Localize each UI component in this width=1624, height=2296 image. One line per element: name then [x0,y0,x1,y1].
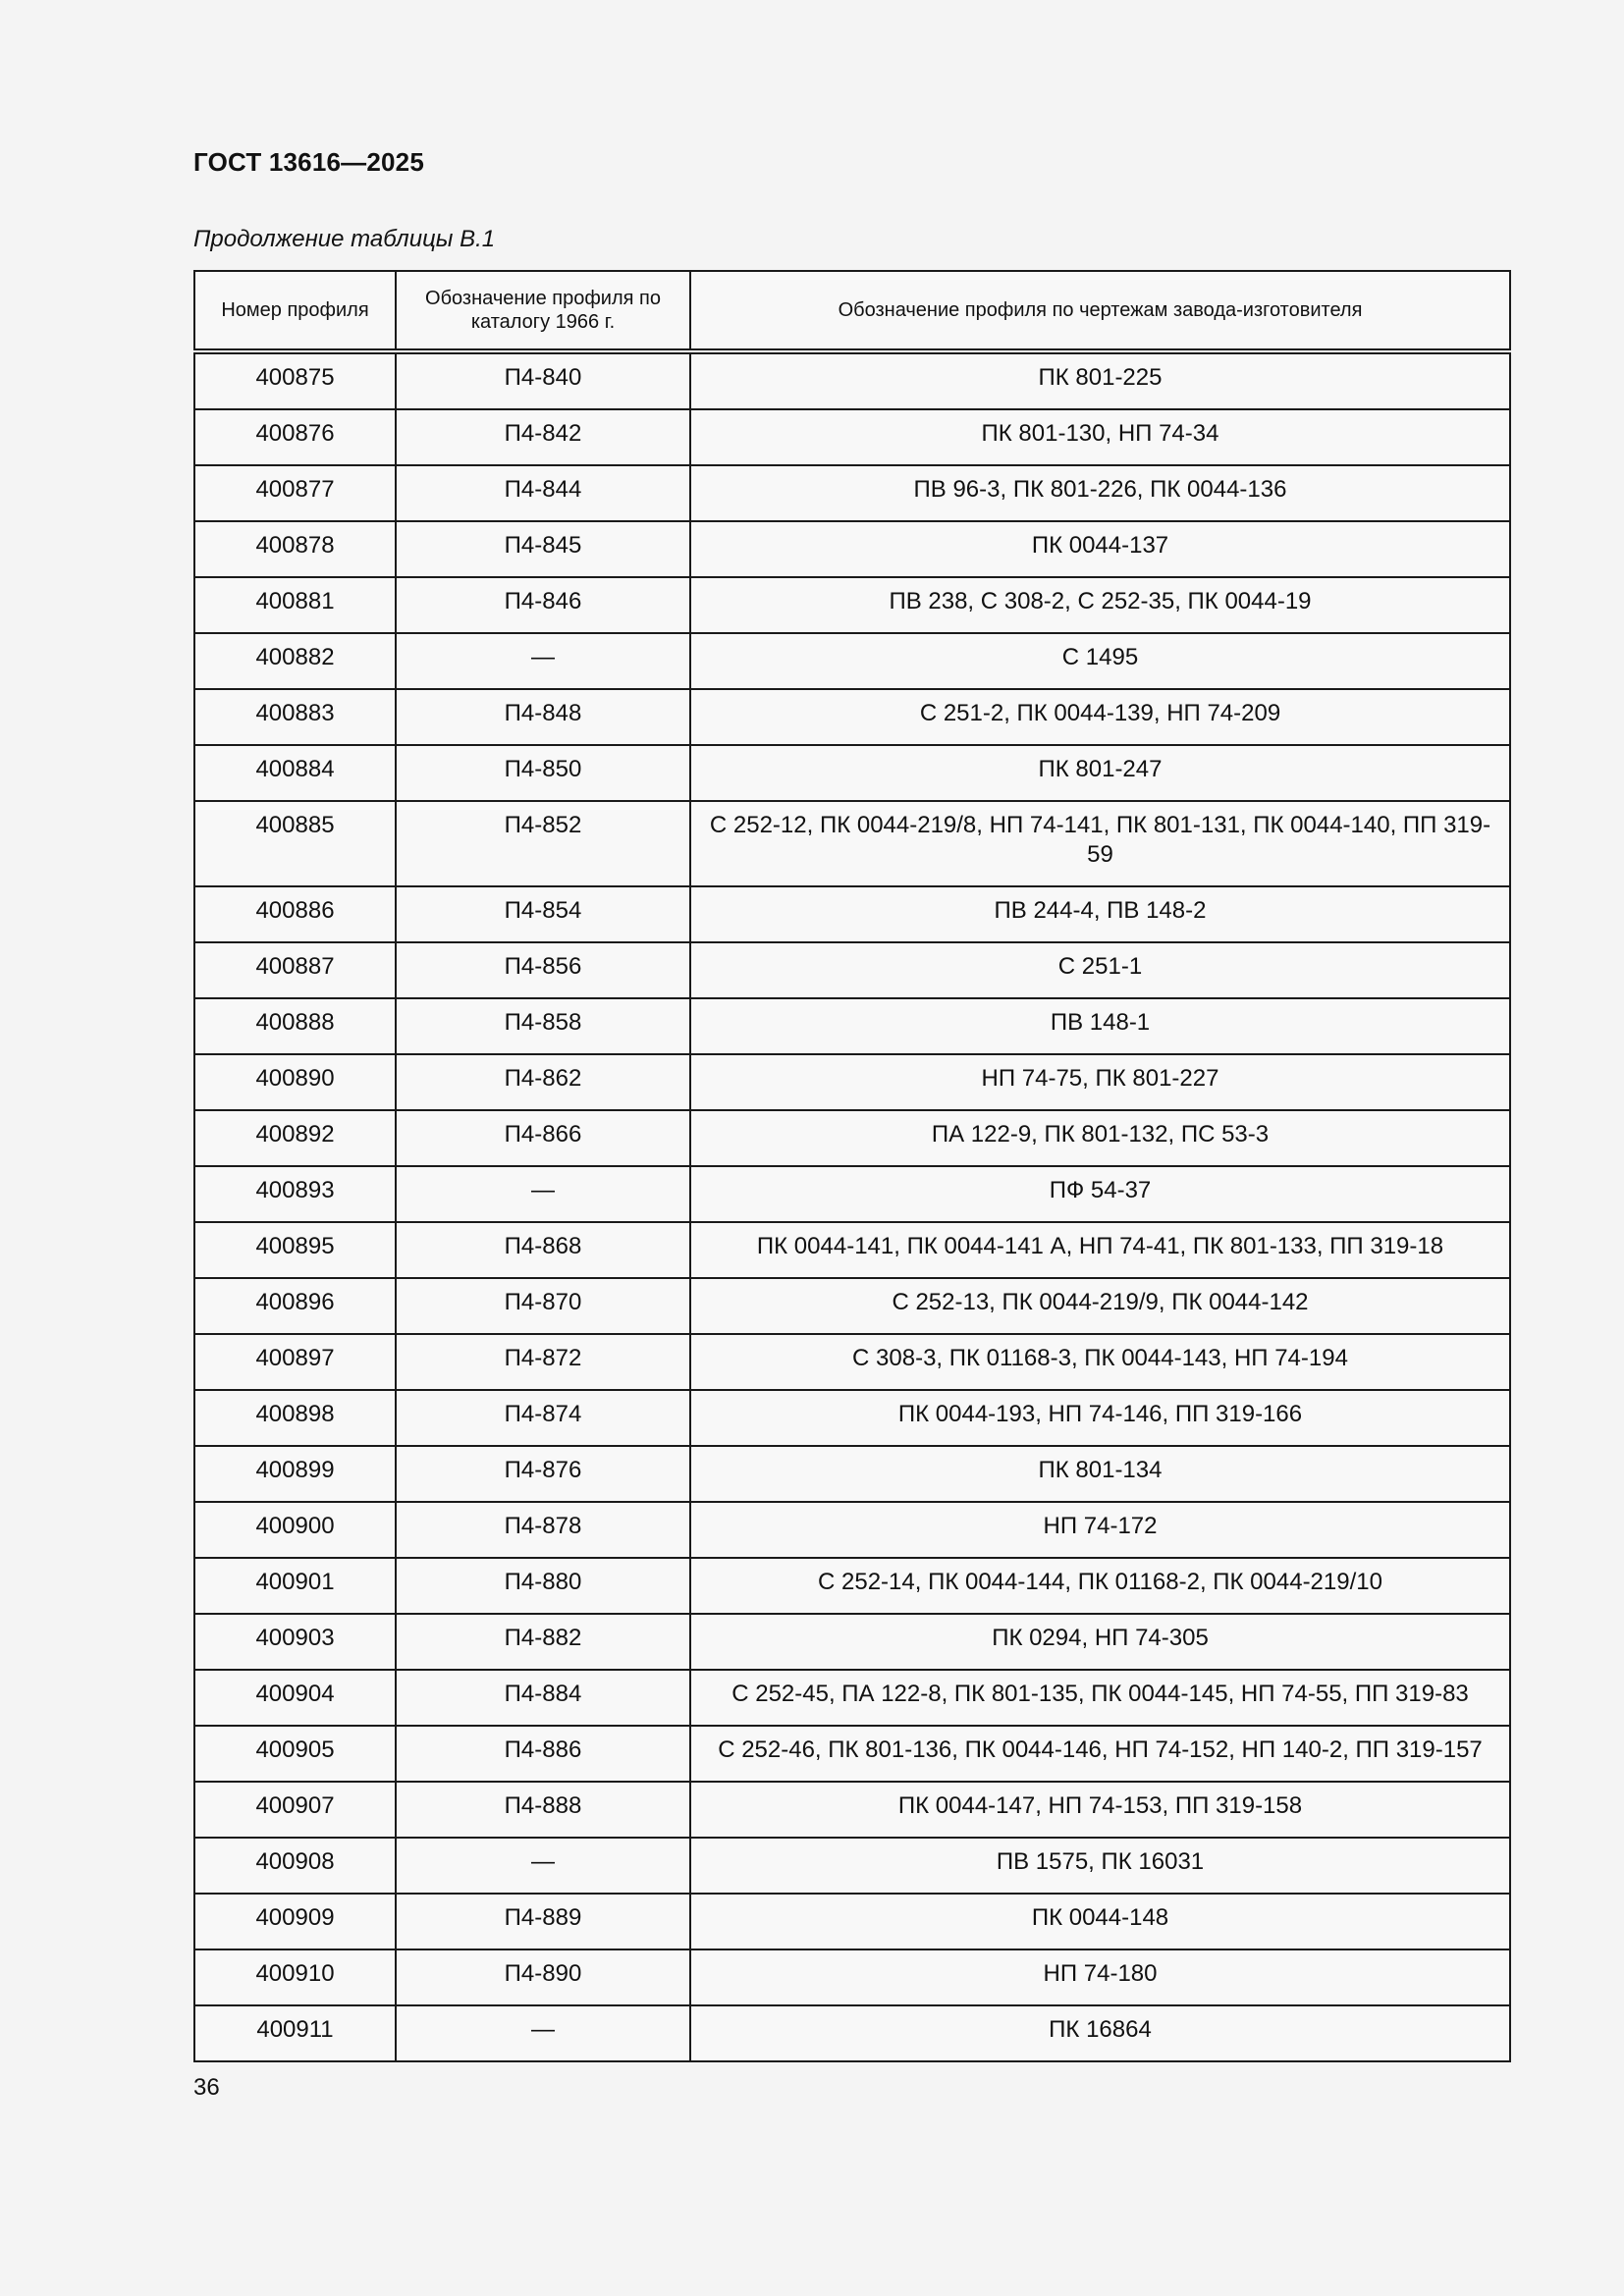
catalog-designation-cell: — [396,1166,690,1222]
catalog-designation-cell: П4-844 [396,465,690,521]
profile-number-cell: 400875 [194,351,396,409]
table-row [194,2005,1510,2061]
factory-designation-cell: ПК 0044-141, ПК 0044-141 А, НП 74-41, ПК 801-133, ПП 319-18 [690,1222,1510,1278]
table-row [194,1110,1510,1166]
profile-number-cell: 400878 [194,521,396,577]
catalog-designation-cell: П4-858 [396,998,690,1054]
profile-number-cell: 400876 [194,409,396,465]
column-header-factory-designation: Обозначение профиля по чертежам завода-изготовителя [690,271,1510,351]
catalog-designation-cell: П4-862 [396,1054,690,1110]
factory-designation-cell: ПК 0044-147, НП 74-153, ПП 319-158 [690,1782,1510,1838]
profile-number-cell: 400890 [194,1054,396,1110]
factory-designation-cell: С 252-13, ПК 0044-219/9, ПК 0044-142 [690,1278,1510,1334]
profile-number-cell: 400901 [194,1558,396,1614]
table-row [194,1278,1510,1334]
catalog-designation-cell: П4-886 [396,1726,690,1782]
catalog-designation-cell: П4-848 [396,689,690,745]
catalog-designation-cell: П4-840 [396,351,690,409]
table-row [194,633,1510,689]
factory-designation-cell: С 252-12, ПК 0044-219/8, НП 74-141, ПК 801-131, ПК 0044-140, ПП 319-59 [690,801,1510,886]
table-row [194,1558,1510,1614]
table-header [194,271,1510,351]
factory-designation-cell: НП 74-172 [690,1502,1510,1558]
factory-designation-cell: ПК 0044-137 [690,521,1510,577]
table-row [194,998,1510,1054]
table-row [194,1502,1510,1558]
catalog-designation-cell: П4-852 [396,801,690,886]
factory-designation-cell: С 251-1 [690,942,1510,998]
table-row [194,465,1510,521]
profile-number-cell: 400905 [194,1726,396,1782]
table-row [194,1446,1510,1502]
header-row [194,271,1510,351]
profile-number-cell: 400884 [194,745,396,801]
factory-designation-cell: ПК 16864 [690,2005,1510,2061]
catalog-designation-cell: П4-889 [396,1894,690,1949]
catalog-designation-cell: П4-846 [396,577,690,633]
profile-number-cell: 400885 [194,801,396,886]
column-header-catalog-designation: Обозначение профиля по каталогу 1966 г. [396,271,690,351]
factory-designation-cell: ПК 801-130, НП 74-34 [690,409,1510,465]
page-number: 36 [193,2074,220,2101]
factory-designation-cell: ПК 0044-193, НП 74-146, ПП 319-166 [690,1390,1510,1446]
catalog-designation-cell: П4-872 [396,1334,690,1390]
profile-number-cell: 400903 [194,1614,396,1670]
table-row [194,801,1510,886]
document-code: ГОСТ 13616—2025 [193,147,424,177]
catalog-designation-cell: П4-880 [396,1558,690,1614]
factory-designation-cell: ПК 0294, НП 74-305 [690,1614,1510,1670]
factory-designation-cell: ПК 801-134 [690,1446,1510,1502]
profile-number-cell: 400892 [194,1110,396,1166]
table-row [194,1614,1510,1670]
table-row [194,942,1510,998]
table-row [194,1838,1510,1894]
factory-designation-cell: ПК 801-247 [690,745,1510,801]
table-row [194,1222,1510,1278]
factory-designation-cell: ПВ 238, С 308-2, С 252-35, ПК 0044-19 [690,577,1510,633]
catalog-designation-cell: П4-888 [396,1782,690,1838]
factory-designation-cell: ПВ 244-4, ПВ 148-2 [690,886,1510,942]
catalog-designation-cell: П4-874 [396,1390,690,1446]
profile-number-cell: 400899 [194,1446,396,1502]
factory-designation-cell: С 1495 [690,633,1510,689]
catalog-designation-cell: П4-842 [396,409,690,465]
profile-number-cell: 400909 [194,1894,396,1949]
table-row [194,1054,1510,1110]
table-row [194,351,1510,409]
factory-designation-cell: ПВ 1575, ПК 16031 [690,1838,1510,1894]
table-row [194,577,1510,633]
table-row [194,1949,1510,2005]
table-row [194,521,1510,577]
table-row [194,409,1510,465]
table-row [194,1390,1510,1446]
catalog-designation-cell: П4-868 [396,1222,690,1278]
catalog-designation-cell: П4-890 [396,1949,690,2005]
profile-number-cell: 400886 [194,886,396,942]
profile-number-cell: 400897 [194,1334,396,1390]
catalog-designation-cell: — [396,633,690,689]
factory-designation-cell: С 252-45, ПА 122-8, ПК 801-135, ПК 0044-145, НП 74-55, ПП 319-83 [690,1670,1510,1726]
catalog-designation-cell: П4-854 [396,886,690,942]
profile-number-cell: 400911 [194,2005,396,2061]
table-row [194,1894,1510,1949]
catalog-designation-cell: — [396,1838,690,1894]
profile-number-cell: 400883 [194,689,396,745]
profile-number-cell: 400896 [194,1278,396,1334]
profile-number-cell: 400900 [194,1502,396,1558]
factory-designation-cell: С 252-46, ПК 801-136, ПК 0044-146, НП 74-152, НП 140-2, ПП 319-157 [690,1726,1510,1782]
factory-designation-cell: ПК 801-225 [690,351,1510,409]
profile-number-cell: 400882 [194,633,396,689]
catalog-designation-cell: П4-850 [396,745,690,801]
table-caption: Продолжение таблицы В.1 [193,226,496,252]
table-row [194,1726,1510,1782]
catalog-designation-cell: П4-856 [396,942,690,998]
factory-designation-cell: ПК 0044-148 [690,1894,1510,1949]
column-header-profile-number: Номер профиля [194,271,396,351]
table-row [194,1334,1510,1390]
catalog-designation-cell: П4-866 [396,1110,690,1166]
profile-number-cell: 400898 [194,1390,396,1446]
profile-number-cell: 400904 [194,1670,396,1726]
table-row [194,689,1510,745]
profile-number-cell: 400908 [194,1838,396,1894]
factory-designation-cell: НП 74-180 [690,1949,1510,2005]
profile-number-cell: 400895 [194,1222,396,1278]
catalog-designation-cell: П4-876 [396,1446,690,1502]
table-row [194,886,1510,942]
factory-designation-cell: ПВ 148-1 [690,998,1510,1054]
factory-designation-cell: ПА 122-9, ПК 801-132, ПС 53-3 [690,1110,1510,1166]
catalog-designation-cell: — [396,2005,690,2061]
profile-number-cell: 400907 [194,1782,396,1838]
factory-designation-cell: НП 74-75, ПК 801-227 [690,1054,1510,1110]
profiles-table [193,270,1511,2062]
factory-designation-cell: С 252-14, ПК 0044-144, ПК 01168-2, ПК 0044-219/10 [690,1558,1510,1614]
table-row [194,1166,1510,1222]
profile-number-cell: 400881 [194,577,396,633]
profile-number-cell: 400877 [194,465,396,521]
profile-number-cell: 400910 [194,1949,396,2005]
profile-number-cell: 400888 [194,998,396,1054]
factory-designation-cell: ПФ 54-37 [690,1166,1510,1222]
table-row [194,1670,1510,1726]
table-row [194,1782,1510,1838]
profile-number-cell: 400893 [194,1166,396,1222]
profile-number-cell: 400887 [194,942,396,998]
catalog-designation-cell: П4-882 [396,1614,690,1670]
factory-designation-cell: ПВ 96-3, ПК 801-226, ПК 0044-136 [690,465,1510,521]
catalog-designation-cell: П4-845 [396,521,690,577]
catalog-designation-cell: П4-870 [396,1278,690,1334]
catalog-designation-cell: П4-878 [396,1502,690,1558]
table-body [194,351,1510,2061]
factory-designation-cell: С 308-3, ПК 01168-3, ПК 0044-143, НП 74-194 [690,1334,1510,1390]
table-row [194,745,1510,801]
catalog-designation-cell: П4-884 [396,1670,690,1726]
factory-designation-cell: С 251-2, ПК 0044-139, НП 74-209 [690,689,1510,745]
